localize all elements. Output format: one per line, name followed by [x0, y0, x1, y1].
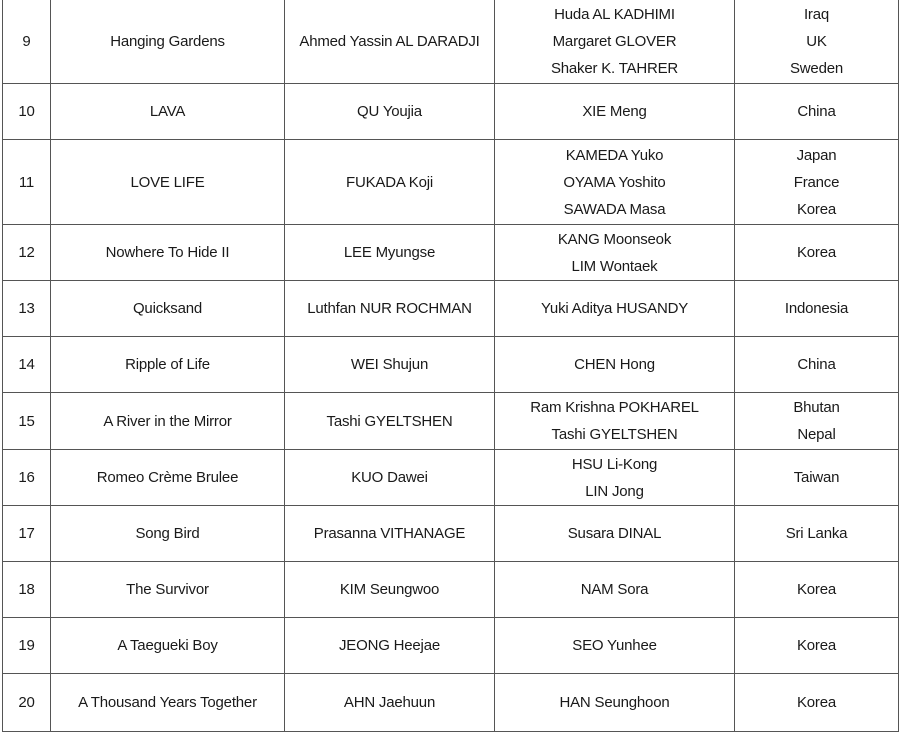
director-cell: QU Youjia [285, 84, 495, 140]
country-cell [735, 674, 899, 732]
producer-cell [495, 84, 735, 140]
film-title-cell: LOVE LIFE [51, 140, 285, 225]
director-cell: FUKADA Koji [285, 140, 495, 225]
project-table [2, 0, 899, 732]
producer-name: LIM Wontaek [571, 257, 658, 275]
table-body [3, 0, 899, 732]
country-cell [735, 562, 899, 618]
producer-name: Susara DINAL [567, 525, 662, 542]
country-name: Korea [796, 694, 837, 711]
producer-name: Ram Krishna POKHAREL [530, 399, 699, 416]
director-cell: WEI Shujun [285, 337, 495, 393]
film-title-cell: Romeo Crème Brulee [51, 450, 285, 506]
producer-cell [495, 337, 735, 393]
table-row [3, 225, 899, 281]
row-number-cell: 17 [3, 506, 51, 562]
film-title-cell: Nowhere To Hide II [51, 225, 285, 281]
row-number-cell: 15 [3, 393, 51, 450]
film-title-cell: The Survivor [51, 562, 285, 618]
country-name: China [797, 103, 836, 120]
country-cell [735, 506, 899, 562]
table-row [3, 337, 899, 393]
film-title-cell: LAVA [51, 84, 285, 140]
table-row [3, 618, 899, 674]
director-cell: Ahmed Yassin AL DARADJI [285, 0, 495, 84]
country-name: Korea [796, 244, 837, 261]
country-cell [735, 337, 899, 393]
country-cell [735, 225, 899, 281]
row-number-cell: 9 [3, 0, 51, 84]
producer-cell [495, 562, 735, 618]
producer-name: KANG Moonseok [557, 230, 672, 248]
producer-name: KAMEDA Yuko [565, 146, 664, 164]
table-row [3, 562, 899, 618]
country-cell [735, 0, 899, 84]
producer-name: SEO Yunhee [572, 637, 657, 654]
country-name: Japan [796, 146, 837, 164]
country-name: Korea [796, 637, 837, 654]
director-cell: LEE Myungse [285, 225, 495, 281]
producer-name: Margaret GLOVER [552, 33, 677, 50]
producer-name: CHEN Hong [574, 356, 655, 373]
country-name: China [797, 356, 836, 373]
row-number-cell: 11 [3, 140, 51, 225]
country-name: Sweden [789, 60, 843, 77]
film-title-cell: Ripple of Life [51, 337, 285, 393]
producer-cell [495, 618, 735, 674]
director-cell: Prasanna VITHANAGE [285, 506, 495, 562]
producer-name: NAM Sora [580, 581, 649, 598]
producer-name: HAN Seunghoon [559, 694, 670, 711]
country-name: UK [806, 33, 827, 50]
country-cell [735, 393, 899, 450]
producer-cell [495, 393, 735, 450]
film-title-cell: A Thousand Years Together [51, 674, 285, 732]
row-number-cell: 10 [3, 84, 51, 140]
country-cell [735, 618, 899, 674]
producer-cell [495, 225, 735, 281]
country-name: Korea [796, 581, 837, 598]
table-row [3, 281, 899, 337]
country-name: France [793, 173, 840, 191]
row-number-cell: 12 [3, 225, 51, 281]
film-title-cell: Hanging Gardens [51, 0, 285, 84]
producer-cell [495, 281, 735, 337]
film-title-cell: Song Bird [51, 506, 285, 562]
table-row [3, 0, 899, 84]
country-name: Korea [796, 200, 837, 218]
country-name: Iraq [803, 6, 830, 23]
producer-cell [495, 140, 735, 225]
row-number-cell: 13 [3, 281, 51, 337]
table-row [3, 393, 899, 450]
director-cell: JEONG Heejae [285, 618, 495, 674]
country-name: Nepal [797, 426, 836, 443]
producer-name: OYAMA Yoshito [563, 173, 666, 191]
director-cell: KUO Dawei [285, 450, 495, 506]
producer-name: XIE Meng [582, 103, 647, 120]
director-cell: AHN Jaehuun [285, 674, 495, 732]
film-title-cell: A River in the Mirror [51, 393, 285, 450]
director-cell: Tashi GYELTSHEN [285, 393, 495, 450]
country-name: Sri Lanka [785, 525, 848, 542]
country-cell [735, 450, 899, 506]
row-number-cell: 20 [3, 674, 51, 732]
country-cell [735, 140, 899, 225]
country-name: Taiwan [793, 469, 840, 486]
table-row [3, 84, 899, 140]
producer-name: HSU Li-Kong [571, 455, 658, 473]
table-row [3, 506, 899, 562]
country-cell [735, 84, 899, 140]
producer-name: Shaker K. TAHRER [550, 60, 679, 77]
row-number-cell: 16 [3, 450, 51, 506]
country-name: Bhutan [793, 399, 840, 416]
producer-name: Yuki Aditya HUSANDY [540, 300, 689, 317]
producer-name: Huda AL KADHIMI [554, 6, 675, 23]
director-cell: KIM Seungwoo [285, 562, 495, 618]
producer-cell [495, 674, 735, 732]
table-row [3, 140, 899, 225]
director-cell: Luthfan NUR ROCHMAN [285, 281, 495, 337]
producer-name: LIN Jong [585, 482, 644, 500]
producer-name: Tashi GYELTSHEN [551, 426, 678, 443]
row-number-cell: 18 [3, 562, 51, 618]
producer-name: SAWADA Masa [563, 200, 666, 218]
film-title-cell: A Taegueki Boy [51, 618, 285, 674]
row-number-cell: 14 [3, 337, 51, 393]
table-row [3, 450, 899, 506]
producer-cell [495, 450, 735, 506]
producer-cell [495, 506, 735, 562]
table-row [3, 674, 899, 732]
producer-cell [495, 0, 735, 84]
film-title-cell: Quicksand [51, 281, 285, 337]
row-number-cell: 19 [3, 618, 51, 674]
country-cell [735, 281, 899, 337]
country-name: Indonesia [784, 300, 849, 317]
